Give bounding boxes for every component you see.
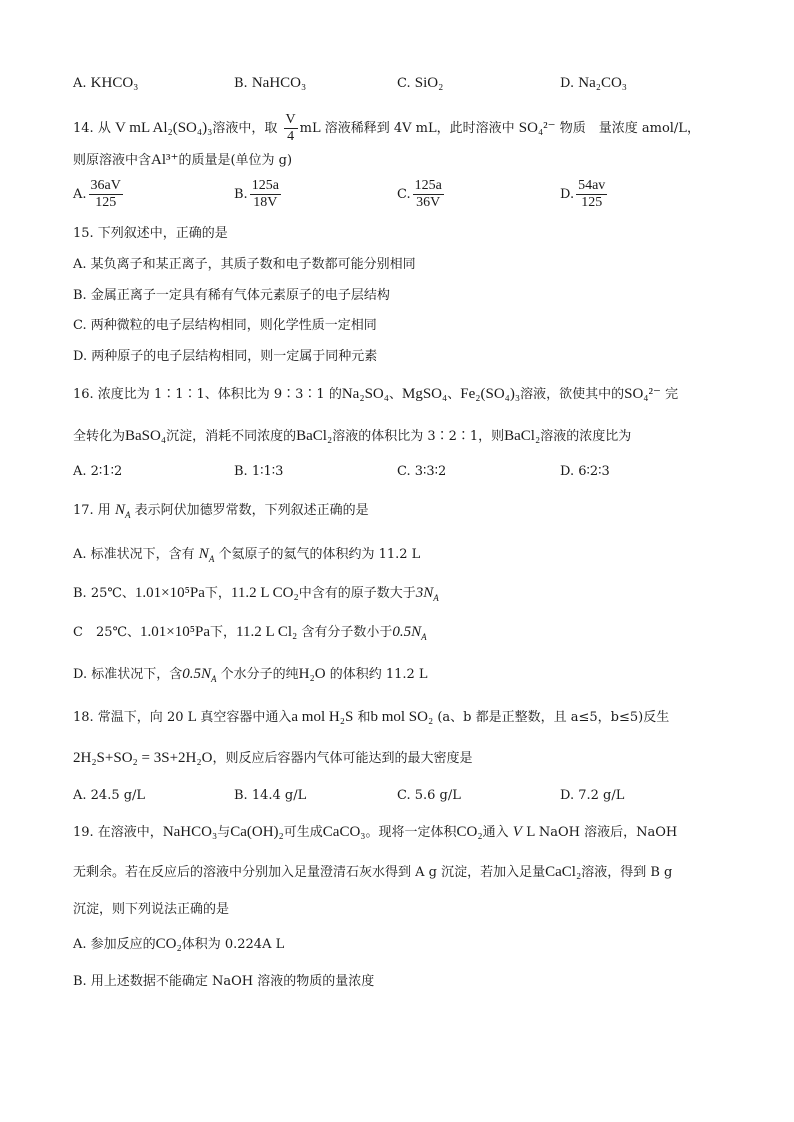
q16-option-c: C. 3∶3∶2 [397, 464, 447, 479]
q13-option-c: C. SiO₂ [397, 75, 444, 91]
q15-option-b: B. 金属正离子一定具有稀有气体元素原子的电子层结构 [73, 288, 390, 303]
q17-option-a: A. 标准状况下，含有 $N_A$ 个氦原子的氦气的体积约为 11.2 L [73, 546, 421, 564]
q18-stem-line2: 2H₂S+SO₂ = 3S+2H₂O，则反应后容器内气体可能达到的最大密度是 [73, 750, 473, 766]
q14-option-a: A. $\frac{36aV}{125}$ [73, 178, 121, 210]
q16-stem-line1: 16. 浓度比为 1∶1∶1、体积比为 9∶3∶1 的Na₂SO₄、MgSO₄、Fe₂(SO₄)₃溶液，欲使其中的SO₄²⁻ 完 [73, 386, 679, 402]
q19-stem-line3: 沉淀，则下列说法正确的是 [73, 902, 230, 917]
q14-fraction: $\frac{V}{4}$ [285, 112, 296, 144]
q16-option-b: B. 1∶1∶3 [234, 464, 284, 479]
q17-option-c: C 25℃、1.01×10⁵Pa下，11.2 L Cl₂ 含有分子数小于$0.5N_A$ [73, 624, 427, 642]
q14-stem-line2: 则原溶液中含Al³⁺的质量是(单位为 g) [73, 152, 293, 168]
q13-option-b: B. NaHCO₃ [234, 75, 307, 91]
q18-option-a: A. 24.5 g/L [73, 788, 146, 803]
q16-option-a: A. 2∶1∶2 [73, 464, 123, 479]
q15-option-d: D. 两种原子的电子层结构相同，则一定属于同种元素 [73, 349, 378, 364]
q17-option-d: D. 标准状况下，含$0.5N_A$ 个水分子的纯H₂O 的体积约 11.2 L [73, 666, 428, 684]
q14-option-d: D. $\frac{54av}{125}$ [560, 178, 606, 210]
q19-stem-line1: 19. 在溶液中，NaHCO₃与Ca(OH)₂可生成CaCO₃。现将一定体积CO₂通入 V L NaOH 溶液后，NaOH [73, 824, 678, 840]
q19-option-b: B. 用上述数据不能确定 NaOH 溶液的物质的量浓度 [73, 974, 375, 989]
q18-option-d: D. 7.2 g/L [560, 788, 625, 803]
q14-stem-line1: 14. 从 V mL Al₂(SO₄)₃溶液中，取 $\frac{V}{4}$ mL 溶液稀释到 4V mL，此时溶液中 SO₄²⁻ 物质 量浓度 amol/L， [73, 112, 700, 144]
q19-option-a: A. 参加反应的CO₂体积为 0.224A L [73, 936, 285, 952]
q19-stem-line2: 无剩余。若在反应后的溶液中分别加入足量澄清石灰水得到 A g 沉淀，若加入足量CaCl₂溶液，得到 B g [73, 864, 673, 880]
q15-option-c: C. 两种微粒的电子层结构相同，则化学性质一定相同 [73, 318, 377, 333]
q18-option-c: C. 5.6 g/L [397, 788, 461, 803]
q14-option-c: C. $\frac{125a}{36V}$ [397, 178, 442, 210]
q14-option-b: B. $\frac{125a}{18V}$ [234, 178, 279, 210]
q13-option-d: D. Na₂CO₃ [560, 75, 628, 91]
q15-stem: 15. 下列叙述中，正确的是 [73, 226, 228, 241]
q13-option-a: A. KHCO₃ [73, 75, 139, 91]
q18-equation: 2H₂S+SO₂ = 3S+2H₂O [73, 750, 213, 766]
q18-option-b: B. 14.4 g/L [234, 788, 307, 803]
q18-stem-line1: 18. 常温下，向 20 L 真空容器中通入a mol H₂S 和b mol SO₂ (a、b 都是正整数，且 a≤5，b≤5)反生 [73, 709, 670, 725]
q15-option-a: A. 某负离子和某正离子，其质子数和电子数都可能分别相同 [73, 257, 416, 272]
q16-option-d: D. 6∶2∶3 [560, 464, 610, 479]
q16-stem-line2: 全转化为BaSO₄沉淀，消耗不同浓度的BaCl₂溶液的体积比为 3∶2∶1，则BaCl₂溶液的浓度比为 [73, 428, 632, 444]
q17-stem: 17. 用 $N_A$ 表示阿伏加德罗常数，下列叙述正确的是 [73, 502, 369, 520]
q17-option-b: B. 25℃、1.01×10⁵Pa下，11.2 L CO₂中含有的原子数大于$3N_A$ [73, 585, 439, 603]
